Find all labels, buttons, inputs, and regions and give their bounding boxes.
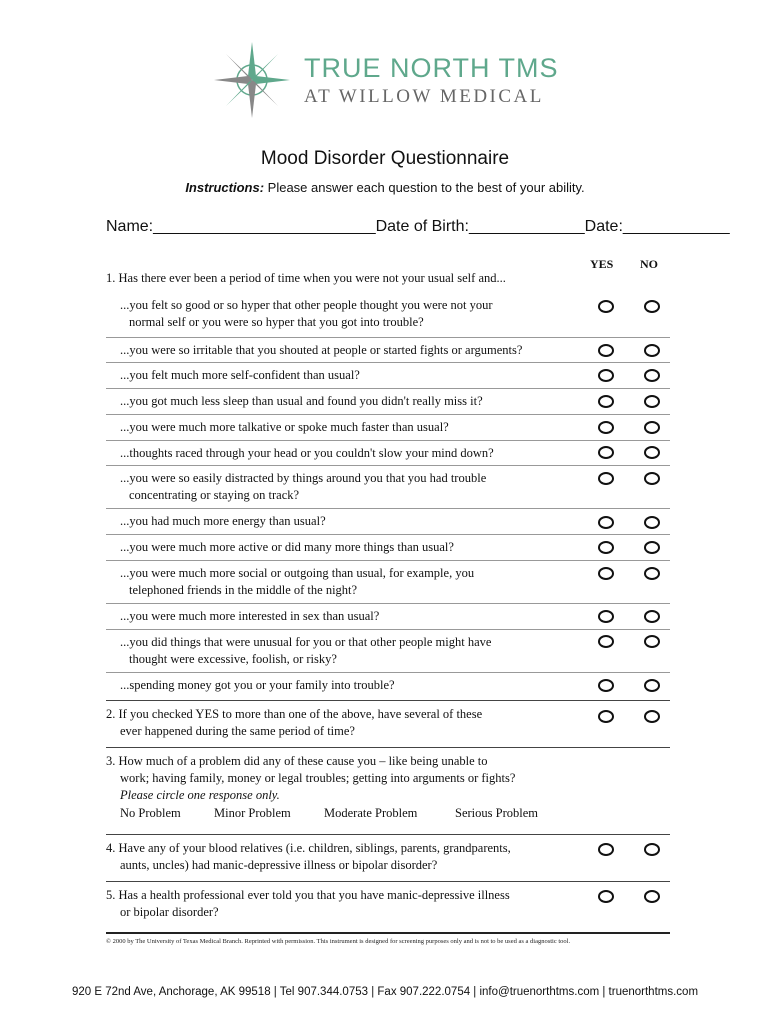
option-moderate-problem[interactable]: Moderate Problem xyxy=(324,806,418,820)
question-1-item xyxy=(106,603,670,630)
yes-radio[interactable] xyxy=(598,610,614,623)
no-radio[interactable] xyxy=(644,516,660,529)
question-1-item xyxy=(106,534,670,561)
no-radio[interactable] xyxy=(644,635,660,648)
question-1-item xyxy=(106,465,670,509)
yes-column-header: YES xyxy=(590,257,614,271)
question-1-prompt: 1. Has there ever been a period of time when you were not your usual self and... xyxy=(106,271,506,285)
yes-radio[interactable] xyxy=(598,516,614,529)
patient-info-row xyxy=(106,218,730,236)
item-text-cont: concentrating or staying on track? xyxy=(129,488,300,502)
name-field[interactable]: Name:_________________________ xyxy=(106,218,376,235)
no-radio[interactable] xyxy=(644,300,660,313)
no-radio[interactable] xyxy=(644,421,660,434)
question-5-text-cont: or bipolar disorder? xyxy=(120,905,219,919)
item-text: ...you were so irritable that you shouted at people or started fights or arguments? xyxy=(120,343,523,357)
question-3-text: 3. How much of a problem did any of these cause you – like being unable to xyxy=(106,754,488,768)
copyright-notice: © 2000 by The University of Texas Medical Branch. Reprinted with permission. This instrument is designed for screening purposes only and is not to be used as a diagnostic tool. xyxy=(106,938,571,945)
dob-field[interactable]: Date of Birth:_____________ xyxy=(375,218,585,235)
no-radio[interactable] xyxy=(644,710,660,723)
yes-radio[interactable] xyxy=(598,567,614,580)
item-text: ...thoughts raced through your head or you couldn't slow your mind down? xyxy=(120,446,494,460)
yes-radio[interactable] xyxy=(598,446,614,459)
item-text: ...you felt much more self-confident than usual? xyxy=(120,368,360,382)
question-3-note: Please circle one response only. xyxy=(120,788,280,802)
item-text: ...you were much more talkative or spoke much faster than usual? xyxy=(120,420,449,434)
question-2-text-cont: ever happened during the same period of time? xyxy=(120,724,355,738)
yes-radio[interactable] xyxy=(598,710,614,723)
no-radio[interactable] xyxy=(644,446,660,459)
question-1-item xyxy=(106,362,670,389)
instructions-text: Please answer each question to the best of your ability. xyxy=(264,180,585,195)
question-5 xyxy=(106,882,670,934)
option-no-problem[interactable]: No Problem xyxy=(120,806,181,820)
item-text: ...spending money got you or your family into trouble? xyxy=(120,678,395,692)
question-5-text: 5. Has a health professional ever told you that you have manic-depressive illness xyxy=(106,888,510,902)
question-4 xyxy=(106,835,670,882)
option-minor-problem[interactable]: Minor Problem xyxy=(214,806,291,820)
question-3-text-cont: work; having family, money or legal troubles; getting into arguments or fights? xyxy=(120,771,516,785)
no-column-header: NO xyxy=(640,257,658,271)
item-text: ...you were much more interested in sex than usual? xyxy=(120,609,380,623)
item-text: ...you got much less sleep than usual and found you didn't really miss it? xyxy=(120,394,483,408)
no-radio[interactable] xyxy=(644,472,660,485)
yes-radio[interactable] xyxy=(598,843,614,856)
no-radio[interactable] xyxy=(644,890,660,903)
footer-contact: 920 E 72nd Ave, Anchorage, AK 99518 | Tel 907.344.0753 | Fax 907.222.0754 | info@truenorthtms.com | truenorthtms.com xyxy=(71,986,699,998)
no-radio[interactable] xyxy=(644,843,660,856)
question-2-text: 2. If you checked YES to more than one of the above, have several of these xyxy=(106,707,483,721)
item-text: ...you did things that were unusual for you or that other people might have xyxy=(120,635,492,649)
item-text-cont: normal self or you were so hyper that you got into trouble? xyxy=(129,315,424,329)
question-1-item xyxy=(106,508,670,535)
question-1-item xyxy=(106,337,670,363)
item-text-cont: thought were excessive, foolish, or risky? xyxy=(129,652,337,666)
compass-star-icon xyxy=(212,40,292,120)
question-4-text: 4. Have any of your blood relatives (i.e. children, siblings, parents, grandparents, xyxy=(106,841,511,855)
yes-radio[interactable] xyxy=(598,395,614,408)
yes-radio[interactable] xyxy=(598,344,614,357)
item-text: ...you had much more energy than usual? xyxy=(120,514,326,528)
date-field[interactable]: Date:____________ xyxy=(584,218,730,235)
question-1-item xyxy=(106,440,670,466)
item-text: ...you were much more active or did many more things than usual? xyxy=(120,540,454,554)
item-text: ...you were much more social or outgoing than usual, for example, you xyxy=(120,566,475,580)
question-4-text-cont: aunts, uncles) had manic-depressive illness or bipolar disorder? xyxy=(120,858,438,872)
yes-radio[interactable] xyxy=(598,472,614,485)
logo xyxy=(212,40,559,120)
yes-radio[interactable] xyxy=(598,890,614,903)
question-1-item xyxy=(106,388,670,415)
no-radio[interactable] xyxy=(644,567,660,580)
option-serious-problem[interactable]: Serious Problem xyxy=(455,806,538,820)
no-radio[interactable] xyxy=(644,369,660,382)
question-3 xyxy=(106,748,670,835)
question-1-item xyxy=(106,560,670,604)
item-text: ...you were so easily distracted by things around you that you had trouble xyxy=(120,471,487,485)
no-radio[interactable] xyxy=(644,395,660,408)
question-1-item xyxy=(106,414,670,441)
yes-radio[interactable] xyxy=(598,541,614,554)
brand-subtitle: AT WILLOW MEDICAL xyxy=(304,86,544,107)
yes-radio[interactable] xyxy=(598,679,614,692)
yes-radio[interactable] xyxy=(598,421,614,434)
page-title: Mood Disorder Questionnaire xyxy=(260,148,510,169)
item-text: ...you felt so good or so hyper that other people thought you were not your xyxy=(120,298,493,312)
question-1-item xyxy=(106,292,670,338)
instructions-label: Instructions: xyxy=(185,180,265,195)
item-text-cont: telephoned friends in the middle of the night? xyxy=(129,583,358,597)
yes-radio[interactable] xyxy=(598,635,614,648)
yes-radio[interactable] xyxy=(598,300,614,313)
question-1-item xyxy=(106,629,670,673)
no-radio[interactable] xyxy=(644,610,660,623)
no-radio[interactable] xyxy=(644,344,660,357)
yes-radio[interactable] xyxy=(598,369,614,382)
question-1-item xyxy=(106,672,670,701)
instructions xyxy=(0,180,770,195)
no-radio[interactable] xyxy=(644,679,660,692)
brand-name: TRUE NORTH TMS xyxy=(304,53,559,83)
question-2 xyxy=(106,701,670,748)
no-radio[interactable] xyxy=(644,541,660,554)
